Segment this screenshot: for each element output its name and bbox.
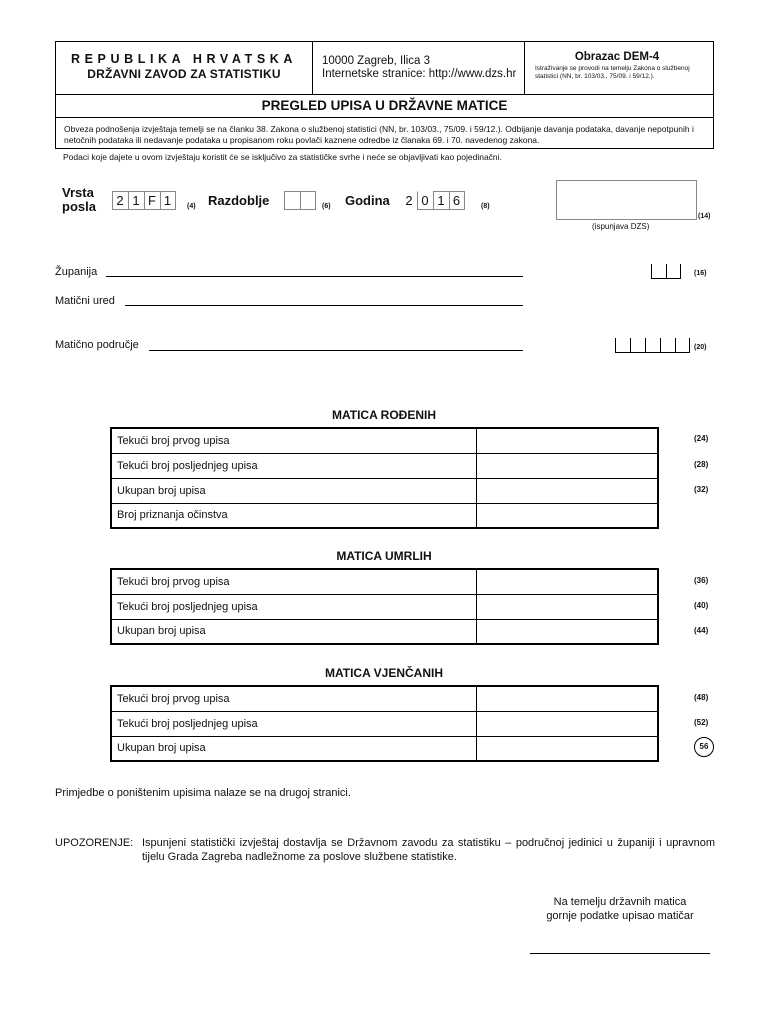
row-label: Tekući broj prvog upisa [111, 686, 476, 711]
vrsta-cell[interactable]: 1 [128, 191, 144, 210]
zupanija-cell[interactable] [666, 264, 681, 279]
godina-label: Godina [345, 193, 390, 208]
table-row [111, 428, 658, 453]
table-row [111, 569, 658, 594]
remark-text: Primjedbe o poništenim upisima nalaze se na drugoj stranici. [55, 787, 351, 799]
razdoblje-cell[interactable] [284, 191, 300, 210]
godina-cell[interactable]: 0 [417, 191, 433, 210]
row-code: (52) [694, 718, 709, 727]
godina-cell[interactable]: 1 [433, 191, 449, 210]
zupanija-code: (16) [694, 270, 707, 277]
maticno-podrucje-code: (20) [694, 344, 707, 351]
website: Internetske stranice: http://www.dzs.hr [322, 68, 517, 80]
maticni-ured-line[interactable] [125, 305, 523, 306]
row-label: Tekući broj posljednjeg upisa [111, 594, 476, 619]
maticno-podrucje-cells[interactable] [615, 338, 690, 353]
row-value-cell[interactable] [476, 428, 658, 453]
organization-block [56, 42, 313, 94]
table-vjencanih [110, 685, 659, 762]
row-value-cell[interactable] [476, 594, 658, 619]
row-code: (40) [694, 601, 709, 610]
row-value-cell[interactable] [476, 453, 658, 478]
row-label: Tekući broj prvog upisa [111, 569, 476, 594]
form-id-block [525, 42, 713, 94]
legal-notice: Obveza podnošenja izvještaja temelji se na članku 38. Zakona o službenoj statistici (NN, br. 103/03., 75/09. i 59/12.). Odbijanje davanja podataka, davanje nepotpunih i netočnih podataka ili nedavanje podataka u propisanom roku povlači kaznene odredbe iz članaka 69. i 70. navedenog zakona. [64, 124, 694, 145]
warning-label: UPOZORENJE: [55, 837, 134, 849]
row-value-cell[interactable] [476, 736, 658, 761]
page-title: PREGLED UPISA U DRŽAVNE MATICE [56, 94, 713, 118]
org-country: REPUBLIKA HRVATSKA [70, 52, 298, 66]
row-label: Tekući broj prvog upisa [111, 428, 476, 453]
row-code: (24) [694, 434, 709, 443]
section-title-rodjenih: MATICA ROĐENIH [332, 408, 436, 422]
row-value-cell[interactable] [476, 569, 658, 594]
dzs-code: (14) [698, 213, 711, 220]
row-label: Broj priznanja očinstva [111, 503, 476, 528]
vrsta-code: (4) [187, 203, 196, 210]
zupanija-label: Županija [55, 266, 98, 278]
godina-code: (8) [481, 203, 490, 210]
row-value-cell[interactable] [476, 711, 658, 736]
row-value-cell[interactable] [476, 686, 658, 711]
row-code: (32) [694, 485, 709, 494]
razdoblje-cell[interactable] [300, 191, 316, 210]
podrucje-cell[interactable] [630, 338, 645, 353]
godina-cells[interactable] [401, 191, 465, 210]
razdoblje-label: Razdoblje [208, 193, 270, 208]
podrucje-cell[interactable] [660, 338, 675, 353]
confidentiality-notice: Podaci koje dajete u ovom izvještaju koristit će se isključivo za statističke svrhe i neće se objavljivati kao pojedinačni. [63, 152, 502, 162]
table-rodjenih [110, 427, 659, 529]
row-value-cell[interactable] [476, 503, 658, 528]
zupanija-cell[interactable] [651, 264, 666, 279]
row-label: Tekući broj posljednjeg upisa [111, 711, 476, 736]
godina-cell[interactable]: 2 [401, 191, 417, 210]
row-label: Ukupan broj upisa [111, 736, 476, 761]
form-legal-note: Istraživanje se provodi na temelju Zakona o službenoj statistici (NN, br. 103/03., 75/09. i 59/12.). [535, 65, 690, 80]
table-row [111, 736, 658, 761]
vrsta-posla-cells[interactable] [112, 191, 176, 210]
maticno-podrucje-label: Matično područje [55, 339, 139, 351]
row-label: Ukupan broj upisa [111, 619, 476, 644]
row-label: Tekući broj posljednjeg upisa [111, 453, 476, 478]
section-title-umrlih: MATICA UMRLIH [336, 549, 432, 563]
row-value-cell[interactable] [476, 478, 658, 503]
row-label: Ukupan broj upisa [111, 478, 476, 503]
vrsta-posla-label: Vrsta posla [62, 185, 96, 214]
table-row [111, 594, 658, 619]
razdoblje-cells[interactable] [284, 191, 316, 210]
vrsta-cell[interactable]: 1 [160, 191, 176, 210]
signature-line[interactable] [530, 953, 710, 954]
row-code: (28) [694, 460, 709, 469]
podrucje-cell[interactable] [615, 338, 630, 353]
dzs-label: (ispunjava DZS) [592, 222, 650, 231]
row-code: (44) [694, 626, 709, 635]
maticni-ured-label: Matični ured [55, 295, 115, 307]
table-row [111, 711, 658, 736]
table-row [111, 453, 658, 478]
table-row [111, 503, 658, 528]
org-name: DRŽAVNI ZAVOD ZA STATISTIKU [87, 67, 281, 81]
table-row [111, 686, 658, 711]
section-title-vjencanih: MATICA VJENČANIH [324, 666, 443, 680]
row-code: (36) [694, 576, 709, 585]
podrucje-cell[interactable] [675, 338, 690, 353]
form-name: Obrazac DEM-4 [574, 51, 660, 63]
row-code-circled: 56 [694, 737, 714, 757]
dzs-box[interactable] [556, 180, 697, 220]
godina-cell[interactable]: 6 [449, 191, 465, 210]
signature-caption: Na temelju državnih matica gornje podatke upisao matičar [546, 896, 694, 922]
table-umrlih [110, 568, 659, 645]
address-block [313, 42, 525, 94]
zupanija-cells[interactable] [651, 264, 681, 279]
zupanija-line[interactable] [106, 276, 523, 277]
address: 10000 Zagreb, Ilica 3 [322, 55, 431, 67]
vrsta-cell[interactable]: 2 [112, 191, 128, 210]
table-row [111, 619, 658, 644]
vrsta-cell[interactable]: F [144, 191, 160, 210]
form-header [55, 41, 714, 149]
podrucje-cell[interactable] [645, 338, 660, 353]
row-code: (48) [694, 693, 709, 702]
razdoblje-code: (6) [322, 203, 331, 210]
warning-text: Ispunjeni statistički izvještaj dostavlja se Državnom zavodu za statistiku – područnoj jedinici u županiji i upravnom tijelu Grada Zagreba nadležnome za poslove službene statistike. [142, 837, 715, 863]
maticno-podrucje-line[interactable] [149, 350, 523, 351]
table-row [111, 478, 658, 503]
row-value-cell[interactable] [476, 619, 658, 644]
